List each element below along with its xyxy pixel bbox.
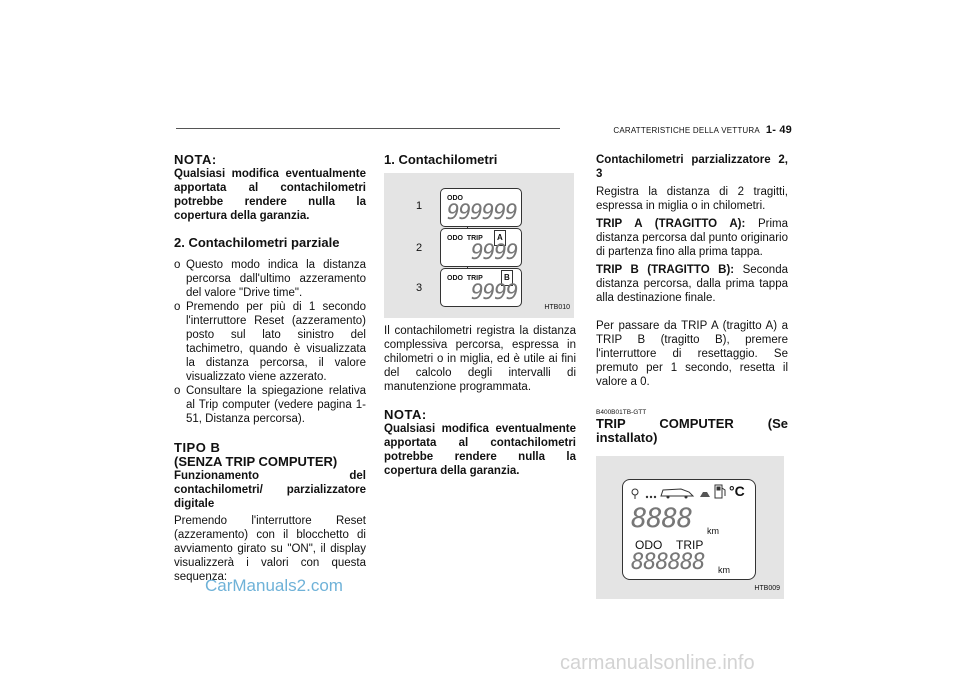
bullet: o	[174, 259, 181, 271]
trip-switch-text: Per passare da TRIP A (tragitto A) a TRIP B (tragitto B), premere l'interruttore di resettaggio. Se premuto per 1 secondo, resetta il valore a 0.	[596, 320, 788, 388]
row-number: 2	[416, 242, 423, 254]
temperature-unit: °C	[729, 483, 745, 499]
bullet-list	[174, 258, 366, 426]
bottom-digits: 888888	[631, 550, 705, 575]
section-code: B400B01TB-GTT	[596, 409, 647, 416]
bullet: o	[174, 301, 181, 313]
trip-computer-title: TRIP COMPUTER (Se installato)	[596, 416, 788, 445]
trip-intro-text: Registra la distanza di 2 tragitti, espressa in miglia o in chilometri.	[596, 186, 788, 212]
road-icon	[699, 490, 711, 498]
figure-code: HTB009	[754, 585, 780, 592]
trip-a-display	[440, 228, 522, 267]
trip-letter: B	[501, 270, 513, 286]
display-digits: 9999	[471, 280, 518, 304]
trip-a-label: TRIP A (TRAGITTO A):	[596, 218, 746, 230]
watermark-footer: carmanualsonline.info	[560, 652, 755, 674]
bottom-unit: km	[718, 565, 730, 575]
figure-code: HTB010	[544, 304, 570, 311]
display-digits: 999999	[447, 200, 517, 224]
odometer-title: 1. Contachilometri	[384, 152, 498, 167]
trip-label: TRIP	[676, 538, 704, 552]
section-2-title: 2. Contachilometri parziale	[174, 235, 340, 250]
nota-text: Qualsiasi modifica eventualmente apportata al contachilometri potrebbe rendere nulla la copertura della garanzia.	[384, 423, 576, 477]
tipo-b-heading: Funzionamento del contachilometri/ parzializzatore digitale	[174, 470, 366, 510]
display-label: ODO TRIP	[447, 235, 483, 242]
nota-text: Qualsiasi modifica eventualmente apportata al contachilometri potrebbe rendere nulla la copertura della garanzia.	[174, 168, 366, 222]
nota-title: NOTA:	[384, 407, 427, 422]
watermark-link[interactable]: CarManuals2.com	[205, 576, 343, 595]
page-number: 1- 49	[765, 124, 792, 136]
tipo-b-subtitle: (SENZA TRIP COMPUTER)	[174, 454, 338, 469]
trip-b-label: TRIP B (TRAGITTO B):	[596, 264, 735, 276]
bullet: o	[174, 385, 181, 397]
list-item-text: Premendo per più di 1 secondo l'interruttore Reset (azzeramento) posto sul lato sinistro del tachimetro, quando è visualizzata la distanza percorsa, il valore visualizzato viene azzerato.	[186, 301, 366, 383]
list-item	[174, 300, 366, 384]
list-item-text: Consultare la spiegazione relativa al Trip computer (vedere pagina 1-51, Distanza percorsa).	[186, 385, 366, 425]
nota-title: NOTA:	[174, 152, 217, 167]
list-item	[174, 258, 366, 300]
section-title: CARATTERISTICHE DELLA VETTURA	[613, 126, 760, 135]
trip-computer-figure	[596, 456, 784, 599]
odometer-figure	[384, 173, 574, 318]
tipo-b-title: TIPO B	[174, 440, 221, 455]
display-digits: 9999	[471, 240, 518, 264]
trip-odometer-title: Contachilometri parzializzatore 2, 3	[596, 154, 788, 180]
odometer-text: Il contachilometri registra la distanza complessiva percorsa, espressa in chilometri o in miglia, ed è utile ai fini del calcolo degli intervalli di manutenzione programmata.	[384, 325, 576, 393]
list-item-text: Questo modo indica la distanza percorsa dall'ultimo azzeramento del valore "Drive time".	[186, 259, 366, 299]
row-number: 1	[416, 200, 423, 212]
trip-letter: A	[494, 230, 506, 246]
odo-label: ODO	[635, 538, 663, 552]
top-unit: km	[707, 526, 719, 536]
car-icon	[659, 486, 695, 499]
odo-display	[440, 188, 522, 227]
trip-computer-display	[622, 479, 756, 580]
page-header	[560, 124, 792, 136]
display-label: ODO TRIP	[447, 275, 483, 282]
middle-column	[384, 153, 576, 478]
list-item	[174, 384, 366, 426]
tipo-b-text: Premendo l'interruttore Reset (azzeramento) con il blocchetto di avviamento girato su "ON", il display visualizzerà i valori con questa sequenza:	[174, 515, 366, 583]
trip-a-text: Prima distanza percorsa dal punto originario di partenza fino alla prima tappa.	[596, 218, 788, 258]
right-column	[596, 153, 788, 599]
display-label: ODO	[447, 195, 463, 202]
trip-b-display	[440, 268, 522, 307]
left-column	[174, 153, 366, 584]
top-digits: 8888	[631, 503, 693, 534]
trip-b-text: Seconda distanza percorsa, dalla prima tappa alla destinazione finale.	[596, 264, 788, 304]
row-number: 3	[416, 282, 423, 294]
fuel-icon	[714, 484, 726, 499]
